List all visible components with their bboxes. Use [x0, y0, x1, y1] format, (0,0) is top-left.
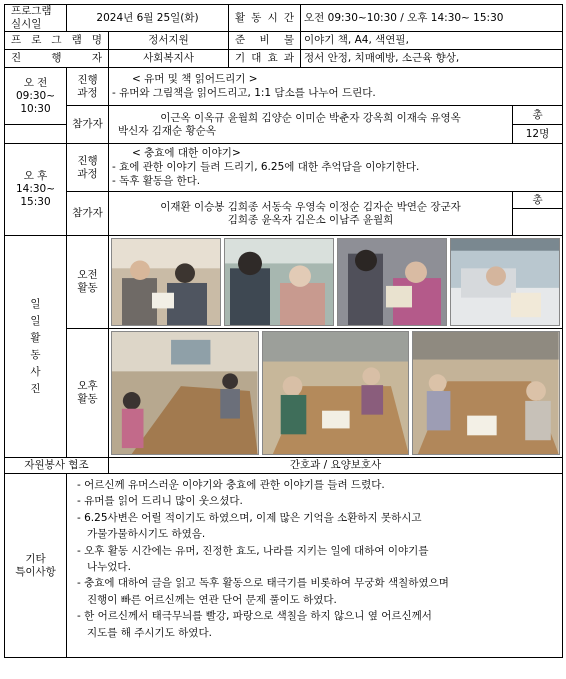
afternoon-photo-strip [109, 329, 563, 458]
morning-photo-label-2: 활동 [77, 282, 98, 294]
morning-photo-4 [450, 238, 560, 326]
notes-lines [77, 477, 559, 641]
notes-line: - 6.25사변은 어릴 적이기도 하였으며, 이제 많은 기억을 소환하지 못하시고 [77, 511, 422, 524]
afternoon-photo-label-1: 오후 [77, 380, 98, 392]
photo-section-char: 활 [30, 331, 41, 344]
afternoon-process-lines [112, 160, 559, 189]
morning-total-value: 12명 [513, 125, 563, 144]
morning-participants-line2: 박신자 김재순 황순옥 [118, 124, 216, 137]
photo-section-vertical-label [8, 296, 63, 398]
morning-time-start: 09:30~ [15, 89, 56, 102]
row-program [5, 32, 563, 50]
volunteer-label: 자원봉사 협조 [5, 458, 109, 474]
morning-participants-line1: 이근옥 이옥규 윤월희 김양순 이미순 박춘자 강옥희 이재숙 유영옥 [160, 111, 461, 124]
morning-photo-strip [109, 236, 563, 329]
morning-photo-2 [224, 238, 334, 326]
morning-process-title: < 유머 및 책 읽어드리기 > [132, 72, 258, 85]
afternoon-process-content [109, 144, 563, 192]
notes-label [5, 474, 67, 658]
afternoon-photo-label [67, 329, 109, 458]
row-volunteer [5, 458, 563, 474]
notes-line: 지도를 해 주시기도 하였다. [87, 626, 212, 639]
volunteer-value: 간호과 / 요양보호사 [109, 458, 563, 474]
morning-photo-3 [337, 238, 447, 326]
notes-line: 가물가물하시기도 하였음. [87, 528, 206, 541]
morning-process-content [109, 68, 563, 106]
row-afternoon-participants [5, 192, 563, 209]
afternoon-period: 오 후 [23, 170, 48, 182]
morning-process-label-2: 과정 [77, 86, 98, 99]
notes-line: - 충효에 대하여 글을 읽고 독후 활동으로 태극기를 비롯하여 무궁화 색칠하였으며 [77, 577, 449, 590]
afternoon-time-start: 14:30~ [15, 183, 56, 195]
afternoon-photo-3 [412, 331, 560, 455]
afternoon-participants [109, 192, 513, 236]
row-morning-participants [5, 106, 563, 125]
row-notes [5, 474, 563, 658]
row-photos-morning [5, 236, 563, 329]
afternoon-photo-2 [262, 331, 410, 455]
effect-label: 기 대 효 과 [229, 50, 301, 68]
afternoon-participants-line2: 김희종 윤옥자 김은소 이남주 윤월희 [227, 213, 394, 226]
afternoon-process-line: - 독후 활동을 한다. [112, 175, 201, 187]
notes-content [67, 474, 563, 658]
morning-period-cell [5, 68, 67, 125]
photo-section-label [5, 236, 67, 458]
morning-process-label-1: 진행 [77, 73, 98, 86]
notes-label-2: 특이사항 [15, 565, 56, 578]
afternoon-time-end: 15:30 [20, 196, 51, 208]
afternoon-process-line: - 효에 관한 이야기 들려 드리기, 6.25에 대한 추억담을 이야기한다. [112, 160, 420, 173]
notes-line: - 유머를 읽어 드리니 많이 웃으셨다. [77, 495, 243, 508]
afternoon-photo-1 [111, 331, 259, 455]
row-date [5, 5, 563, 32]
morning-period: 오 전 [23, 76, 48, 89]
notes-line: 진행이 빠른 어르신께는 연관 단어 문제 풀이도 하였다. [87, 593, 337, 606]
supplies-value: 이야기 책, A4, 색연필, [301, 32, 563, 50]
row-staff [5, 50, 563, 68]
photo-section-char: 일 [30, 314, 41, 327]
photo-section-char: 일 [30, 297, 41, 310]
row-afternoon-process [5, 144, 563, 192]
staff-label: 진 행 자 [5, 50, 109, 68]
photo-section-char: 동 [30, 348, 41, 361]
afternoon-participants-line1: 이재환 이승봉 김희종 서동숙 우영숙 이정순 김자순 박연순 장군자 [160, 200, 461, 213]
afternoon-period-cell [5, 144, 67, 236]
time-value: 오전 09:30~10:30 / 오후 14:30~ 15:30 [301, 5, 563, 32]
morning-participants [109, 106, 513, 144]
morning-total-label: 총 [513, 106, 563, 125]
morning-process-label [67, 68, 109, 106]
date-label: 프로그램실시일 [5, 5, 67, 32]
notes-line: - 한 어르신께서 태극무늬를 빨강, 파랑으로 색칠을 하지 않으니 옆 어르신께서 [77, 610, 432, 623]
effect-value: 정서 안정, 치매예방, 소근육 향상, [301, 50, 563, 68]
program-label: 프 로 그 램 명 [5, 32, 109, 50]
time-label: 활 동 시 간 [229, 5, 301, 32]
morning-photo-label-1: 오전 [77, 269, 98, 281]
staff-value: 사회복지사 [109, 50, 229, 68]
morning-photo-1 [111, 238, 221, 326]
row-morning-process [5, 68, 563, 106]
morning-participants-label: 참가자 [67, 106, 109, 144]
notes-line: - 어르신께 유머스러운 이야기와 충효에 관한 이야기를 들려 드렸다. [77, 479, 385, 491]
photo-section-char: 사 [30, 365, 41, 378]
notes-line: 나누었다. [87, 561, 131, 574]
afternoon-process-label [67, 144, 109, 192]
afternoon-photo-label-2: 활동 [77, 393, 98, 405]
afternoon-process-label-2: 과정 [77, 167, 98, 180]
morning-photo-label [67, 236, 109, 329]
morning-process-line: - 유머와 그림책을 읽어드리고, 1:1 담소를 나누어 드린다. [112, 86, 376, 99]
afternoon-participants-label: 참가자 [67, 192, 109, 236]
morning-time-end: 10:30 [20, 102, 51, 115]
supplies-label: 준 비 물 [229, 32, 301, 50]
afternoon-total-label: 총 [513, 192, 563, 209]
afternoon-process-title: < 충효에 대한 이야기> [132, 146, 241, 159]
notes-label-1: 기타 [25, 552, 46, 565]
afternoon-process-label-1: 진행 [77, 154, 98, 167]
morning-process-lines [112, 86, 559, 101]
program-value: 정서지원 [109, 32, 229, 50]
report-table [4, 4, 563, 658]
notes-line: - 오후 활동 시간에는 유머, 진정한 효도, 나라를 지키는 일에 대하여 이야기를 [77, 544, 429, 557]
date-value: 2024년 6월 25일(화) [67, 5, 229, 32]
row-photos-afternoon [5, 329, 563, 458]
photo-section-char: 진 [30, 382, 41, 395]
activity-report-sheet [4, 4, 562, 658]
